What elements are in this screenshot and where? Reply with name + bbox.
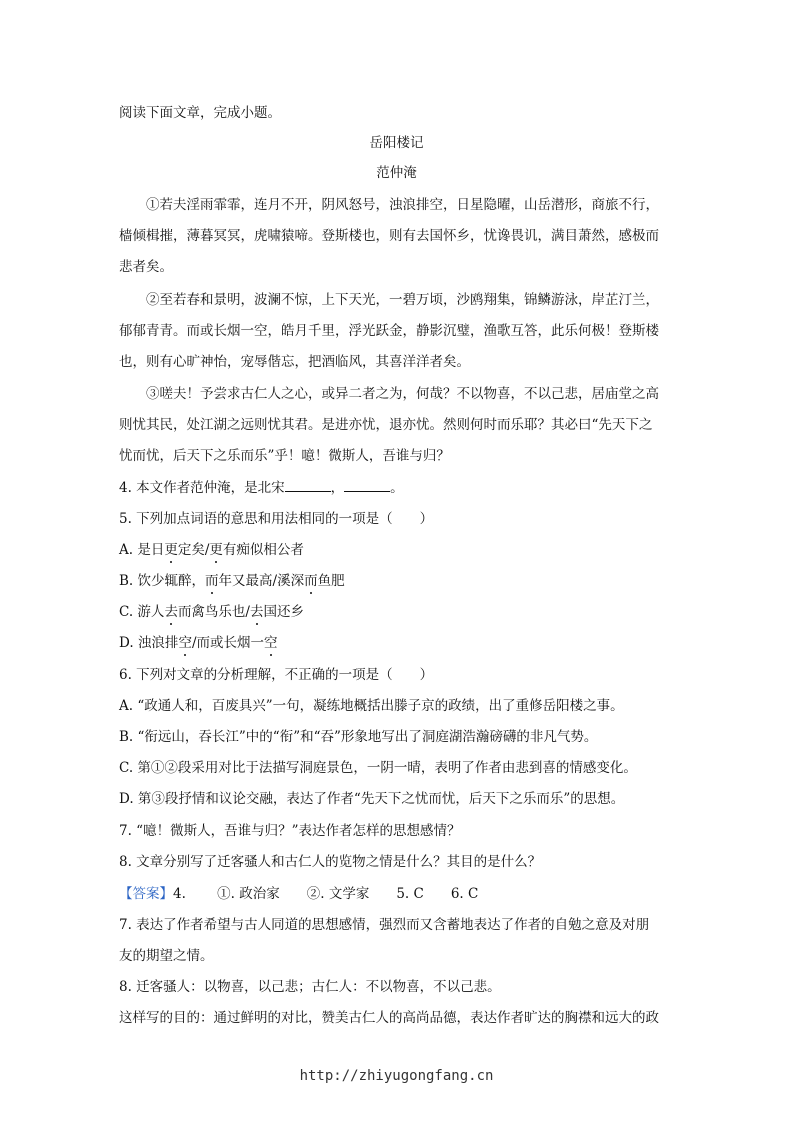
answer-text: 4. ①. 政治家 ②. 文学家 5. C 6. C bbox=[173, 886, 479, 902]
q5c-part: C. 游人 bbox=[119, 604, 165, 620]
para1-line2: 樯倾楫摧，薄暮冥冥，虎啸猿啼。登斯楼也，则有去国怀乡，忧谗畏讥，满目萧然，感极而 bbox=[119, 228, 659, 244]
q5-option-a bbox=[119, 540, 304, 560]
essay-author: 范仲淹 bbox=[376, 165, 417, 181]
answer-7-line1: 7. 表达了作者希望与古人同道的思想感情，强烈而又含蓄地表达了作者的自勉之意及对朋 bbox=[119, 917, 650, 933]
q5b-part: B. 饮少辄醉， bbox=[119, 573, 206, 589]
dotted-word: 空 bbox=[178, 635, 192, 651]
para3-line1: ③嗟夫！予尝求古仁人之心，或异二者之为，何哉？不以物喜，不以己悲，居庙堂之高 bbox=[146, 386, 659, 402]
q4-text: 4. 本文作者范仲淹，是北宋 bbox=[119, 480, 285, 496]
q5-option-c bbox=[119, 602, 304, 622]
dotted-word: 更 bbox=[164, 542, 178, 558]
q5b-part: 鱼肥 bbox=[317, 573, 345, 589]
q5-option-b bbox=[119, 571, 345, 591]
essay-title: 岳阳楼记 bbox=[369, 135, 424, 151]
para2-line3: 也，则有心旷神怡，宠辱偕忘，把酒临风，其喜洋洋者矣。 bbox=[119, 354, 470, 370]
q5c-part: 而禽鸟乐也/ bbox=[177, 604, 250, 620]
q6-option-d: D. 第③段抒情和议论交融，表达了作者“先天下之忧而忧，后天下之乐而乐”的思想。 bbox=[119, 791, 625, 807]
answer-purpose: 这样写的目的：通过鲜明的对比，赞美古仁人的高尚品德，表达作者旷达的胸襟和远大的政 bbox=[119, 1010, 659, 1026]
answer-7-line2: 友的期望之情。 bbox=[119, 948, 214, 964]
question-7: 7. “噫！微斯人，吾谁与归？”表达作者怎样的思想感情？ bbox=[119, 823, 461, 839]
question-8: 8. 文章分别写了迁客骚人和古仁人的览物之情是什么？其目的是什么？ bbox=[119, 854, 542, 870]
answer-label: 【答案】 bbox=[119, 886, 173, 902]
dotted-word: 空 bbox=[264, 635, 278, 651]
question-4 bbox=[119, 478, 404, 498]
para1-line3: 悲者矣。 bbox=[119, 259, 173, 275]
dotted-word: 而 bbox=[304, 573, 318, 589]
q6-option-a: A. “政通人和，百废具兴”一句，凝练地概括出滕子京的政绩，出了重修岳阳楼之事。 bbox=[119, 698, 624, 714]
para3-line2: 则忧其民，处江湖之远则忧其君。是进亦忧，退亦忧。然则何时而乐耶？其必曰“先天下之 bbox=[119, 417, 653, 433]
q6-option-c: C. 第①②段采用对比于法描写洞庭景色，一阴一晴，表明了作者由悲到喜的情感变化。 bbox=[119, 760, 637, 776]
para3-line3: 忧而忧，后天下之乐而乐”乎！噫！微斯人，吾谁与归？ bbox=[119, 448, 450, 464]
q4-period: 。 bbox=[390, 480, 404, 496]
q5b-part: 年又最高/溪深 bbox=[218, 573, 305, 589]
q4-comma: ， bbox=[330, 480, 345, 496]
question-5-stem: 5. 下列加点词语的意思和用法相同的一项是（ ） bbox=[119, 511, 434, 527]
q5d-part: /而或长烟一 bbox=[191, 635, 264, 651]
footer-url[interactable]: http://zhiyugongfang.cn bbox=[299, 1068, 494, 1084]
answer-line bbox=[119, 884, 478, 904]
q5c-part: 国还乡 bbox=[263, 604, 304, 620]
intro-text: 阅读下面文章，完成小题。 bbox=[119, 105, 281, 121]
para2-line2: 郁郁青青。而或长烟一空，皓月千里，浮光跃金，静影沉璧，渔歌互答，此乐何极！登斯楼 bbox=[119, 323, 659, 339]
answer-8: 8. 迁客骚人：以物喜，以己悲；古仁人：不以物喜，不以己悲。 bbox=[119, 979, 501, 995]
q5a-part: A. 是日 bbox=[119, 542, 165, 558]
para2-line1: ②至若春和景明，波澜不惊，上下天光，一碧万顷，沙鸥翔集，锦鳞游泳，岸芷汀兰， bbox=[146, 292, 659, 308]
q5-option-d bbox=[119, 633, 278, 653]
para1-line1: ①若夫淫雨霏霏，连月不开，阴风怒号，浊浪排空，日星隐曜，山岳潜形，商旅不行， bbox=[146, 197, 659, 213]
question-6-stem: 6. 下列对文章的分析理解，不正确的一项是（ ） bbox=[119, 667, 434, 683]
answer-blank-2[interactable] bbox=[344, 479, 390, 492]
q6-option-b: B. “衔远山，吞长江”中的“衔”和“吞”形象地写出了洞庭湖浩瀚磅礴的非凡气势。 bbox=[119, 729, 598, 745]
dotted-word: 去 bbox=[164, 604, 178, 620]
q5d-part: D. 浊浪排 bbox=[119, 635, 179, 651]
dotted-word: 更 bbox=[209, 542, 223, 558]
dotted-word: 而 bbox=[205, 573, 219, 589]
q5a-part: 有痴似相公者 bbox=[222, 542, 304, 558]
q5a-part: 定矣/ bbox=[177, 542, 210, 558]
dotted-word: 去 bbox=[250, 604, 264, 620]
answer-blank-1[interactable] bbox=[285, 479, 331, 492]
